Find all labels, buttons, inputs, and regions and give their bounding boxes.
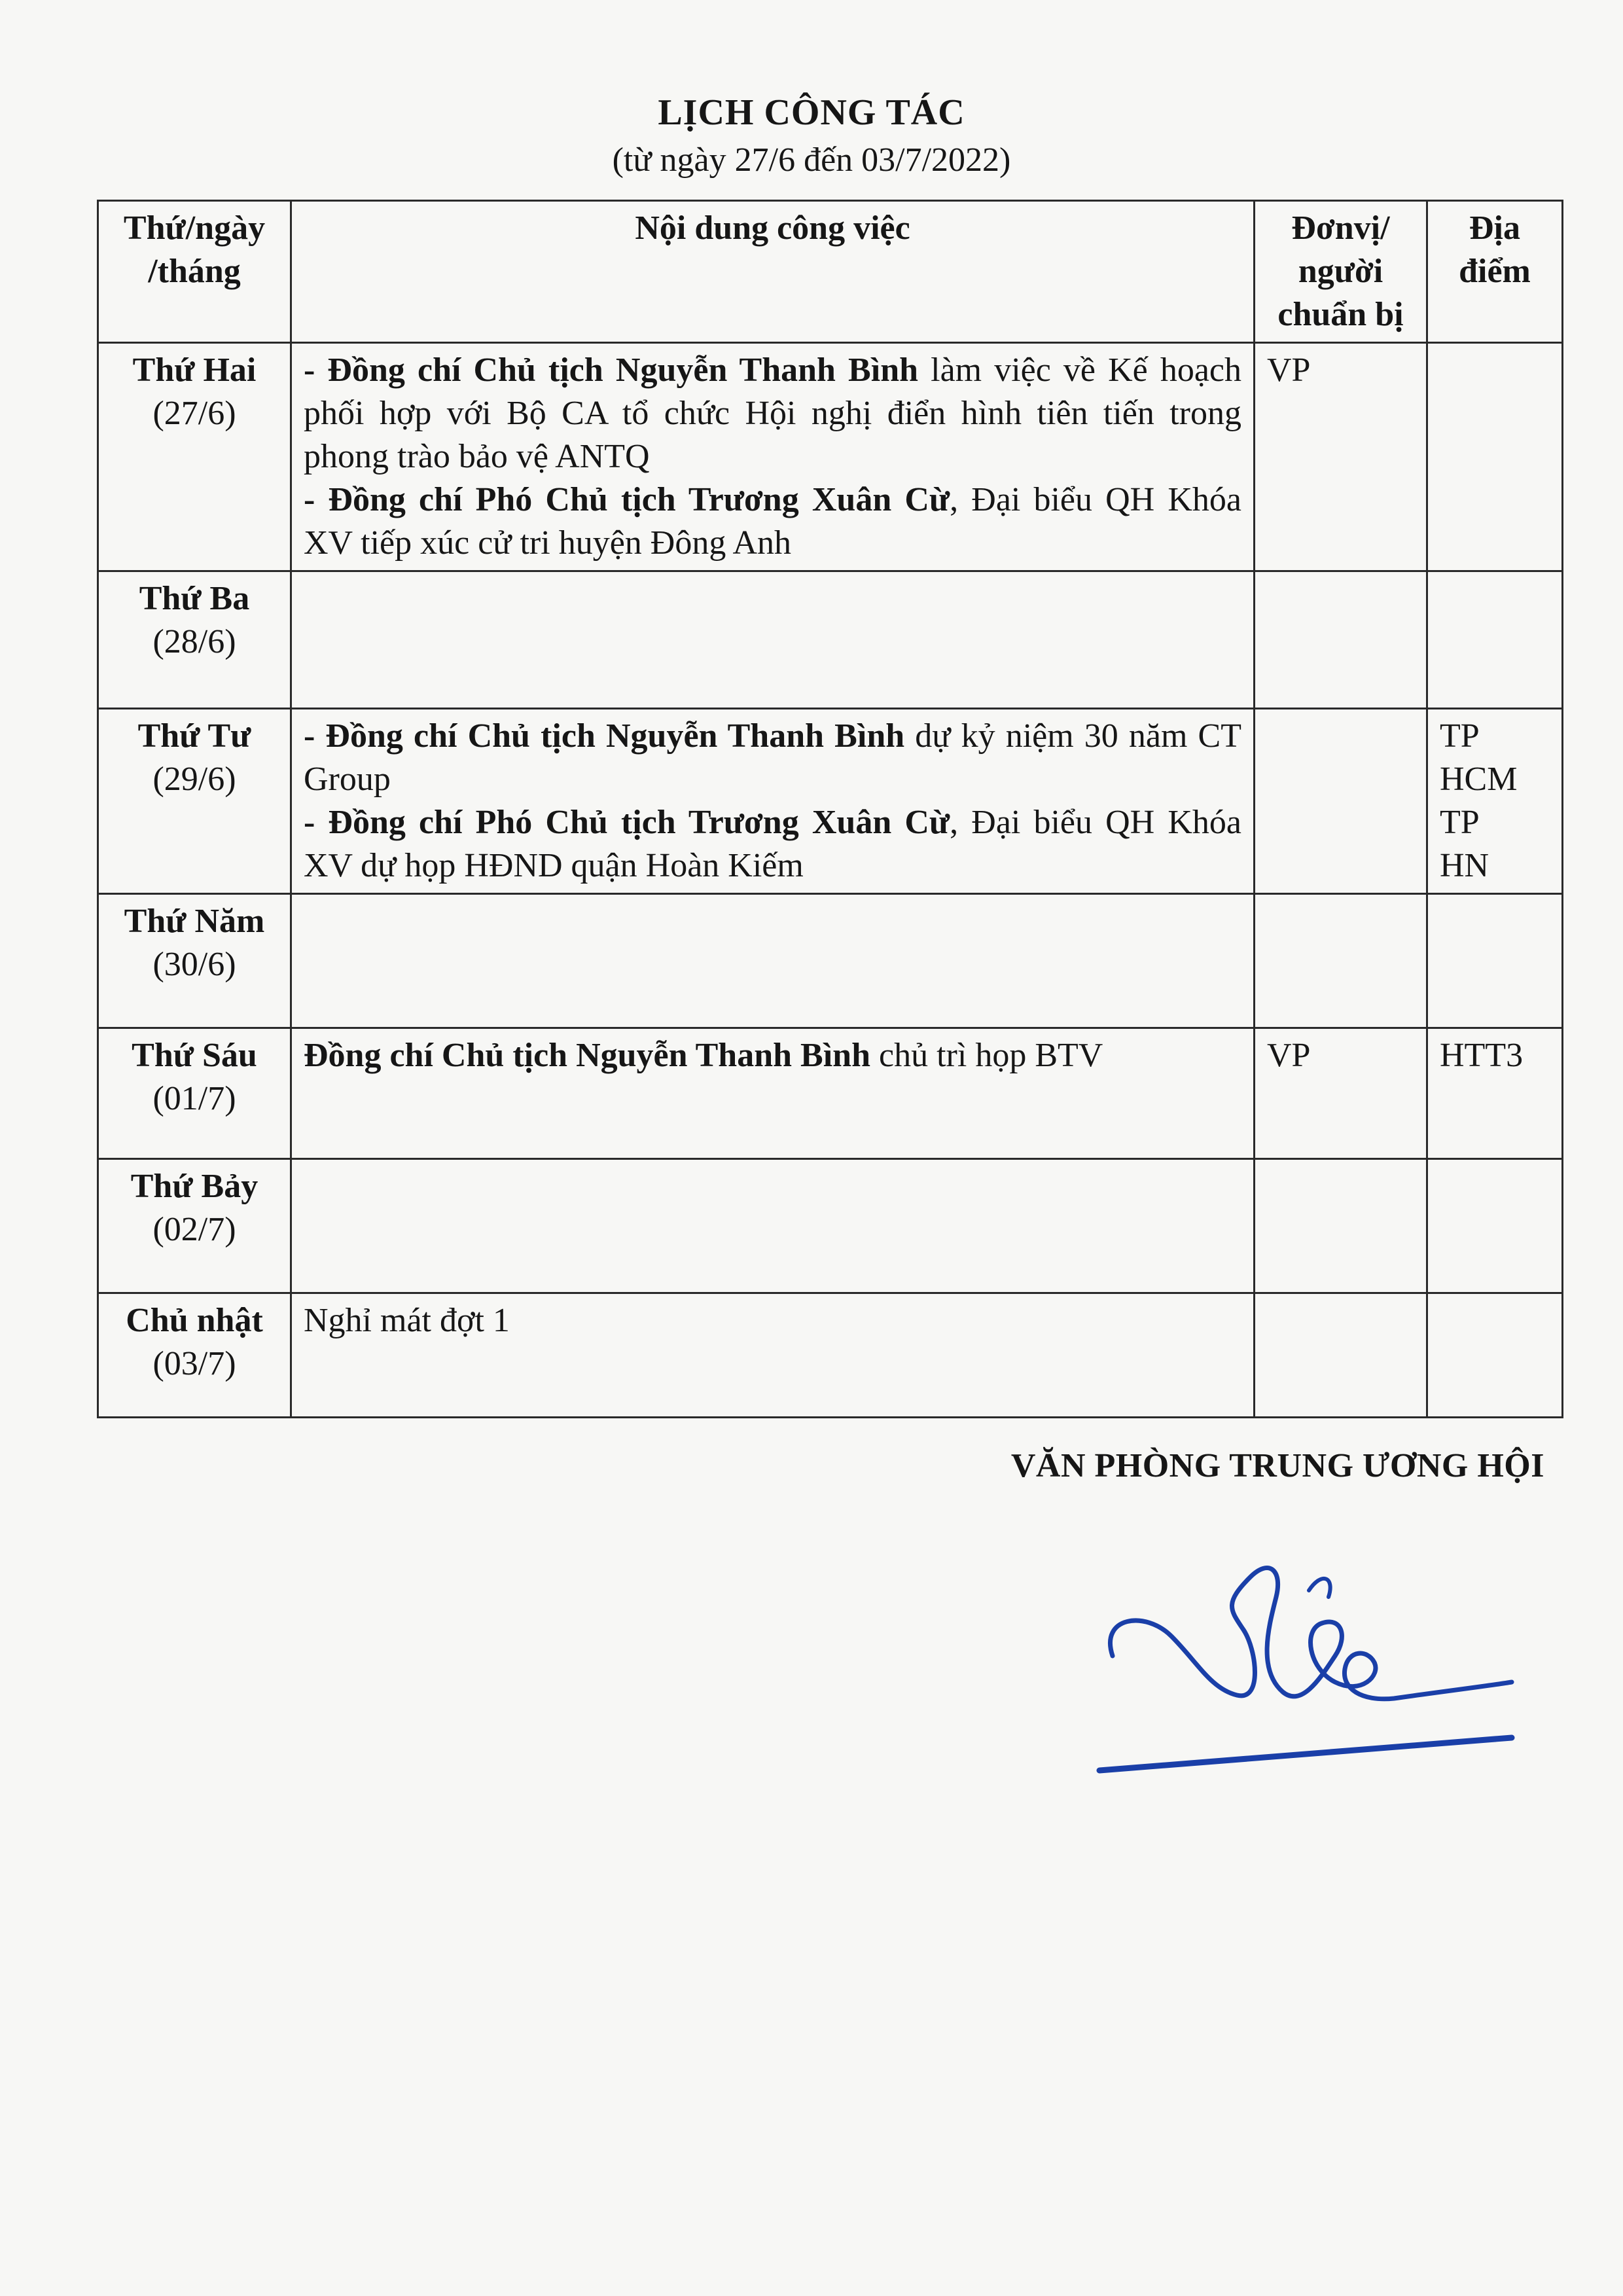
cell-place: [1427, 343, 1563, 571]
task-person: - Đồng chí Chủ tịch Nguyễn Thanh Bình: [304, 717, 905, 755]
cell-content: [291, 343, 1255, 571]
day-name: Chủ nhật: [126, 1302, 263, 1339]
cell-content: [291, 1028, 1255, 1159]
cell-day: [98, 571, 291, 709]
cell-place: [1427, 894, 1563, 1028]
task-text: , Đại biểu QH Khóa XV dự họp HĐND quận Hoàn Kiếm: [304, 804, 1241, 884]
cell-day: [98, 343, 291, 571]
signing-organization: VĂN PHÒNG TRUNG ƯƠNG HỘI: [1010, 1447, 1544, 1484]
place-line: TP: [1440, 717, 1480, 755]
day-date: (29/6): [152, 761, 236, 798]
place-line: TP: [1440, 804, 1480, 841]
place-line: HTT3: [1440, 1037, 1524, 1074]
cell-place: [1427, 1028, 1563, 1159]
task-text: chủ trì họp BTV: [870, 1037, 1103, 1074]
task-item: [304, 478, 1241, 565]
task-text: Nghỉ mát đợt 1: [304, 1302, 510, 1339]
header-day-line2: /tháng: [148, 253, 241, 290]
cell-day: [98, 1293, 291, 1418]
day-date: (28/6): [152, 623, 236, 660]
cell-day: [98, 1159, 291, 1293]
table-row: [98, 894, 1563, 1028]
task-item: [304, 1034, 1241, 1077]
cell-place: [1427, 709, 1563, 894]
header-place-line2: điểm: [1459, 253, 1531, 290]
table-row: [98, 1028, 1563, 1159]
day-name: Thứ Tư: [137, 717, 251, 755]
header-day: [98, 201, 291, 343]
task-item: [304, 801, 1241, 888]
cell-place: [1427, 1159, 1563, 1293]
cell-unit: [1255, 1159, 1427, 1293]
cell-content: [291, 1159, 1255, 1293]
cell-content: [291, 709, 1255, 894]
place-line: HCM: [1440, 761, 1518, 798]
cell-content: [291, 571, 1255, 709]
header-content: Nội dung công việc: [291, 201, 1255, 343]
cell-day: [98, 894, 291, 1028]
table-header-row: [98, 201, 1563, 343]
cell-unit: [1255, 571, 1427, 709]
day-name: Thứ Năm: [124, 903, 265, 940]
schedule-body: [98, 343, 1563, 1418]
task-item: [304, 349, 1241, 478]
table-row: [98, 1293, 1563, 1418]
day-name: Thứ Ba: [139, 580, 250, 617]
task-text: dự kỷ niệm 30 năm CT Group: [304, 717, 1241, 798]
cell-unit: [1255, 894, 1427, 1028]
task-text: làm việc về Kế hoạch phối hợp với Bộ CA tổ chức Hội nghị điển hình tiên tiến trong phong trào bảo vệ ANTQ: [304, 351, 1241, 475]
day-name: Thứ Sáu: [132, 1037, 257, 1074]
day-date: (27/6): [152, 395, 236, 432]
day-name: Thứ Bảy: [130, 1168, 259, 1205]
table-row: [98, 709, 1563, 894]
cell-unit: [1255, 709, 1427, 894]
header-day-line1: Thứ/ngày: [123, 209, 266, 247]
cell-place: [1427, 1293, 1563, 1418]
task-person: - Đồng chí Phó Chủ tịch Trương Xuân Cừ: [304, 481, 950, 518]
task-item: [304, 1299, 1241, 1342]
schedule-table: [97, 200, 1563, 1418]
day-date: (01/7): [152, 1080, 236, 1117]
task-person: - Đồng chí Chủ tịch Nguyễn Thanh Bình: [304, 351, 919, 389]
cell-content: [291, 894, 1255, 1028]
task-person: - Đồng chí Phó Chủ tịch Trương Xuân Cừ: [304, 804, 950, 841]
table-row: [98, 1159, 1563, 1293]
task-text: , Đại biểu QH Khóa XV tiếp xúc cử tri huyện Đông Anh: [304, 481, 1241, 562]
day-name: Thứ Hai: [132, 351, 257, 389]
header-unit-line1: Đơnvị/: [1291, 209, 1390, 247]
place-line: HN: [1440, 847, 1489, 884]
document-title: LỊCH CÔNG TÁC: [658, 92, 965, 133]
header-place: [1427, 201, 1563, 343]
day-date: (03/7): [152, 1345, 236, 1382]
header-unit-line3: chuẩn bị: [1277, 296, 1404, 333]
cell-unit: VP: [1255, 343, 1427, 571]
cell-unit: VP: [1255, 1028, 1427, 1159]
cell-content: [291, 1293, 1255, 1418]
header-unit: [1255, 201, 1427, 343]
table-row: [98, 571, 1563, 709]
header-unit-line2: người: [1298, 253, 1383, 290]
table-row: [98, 343, 1563, 571]
cell-unit: [1255, 1293, 1427, 1418]
task-person: Đồng chí Chủ tịch Nguyễn Thanh Bình: [304, 1037, 871, 1074]
task-item: [304, 715, 1241, 801]
cell-day: [98, 709, 291, 894]
cell-day: [98, 1028, 291, 1159]
header-place-line1: Địa: [1469, 209, 1520, 247]
document-subtitle: (từ ngày 27/6 đến 03/7/2022): [612, 141, 1011, 179]
cell-place: [1427, 571, 1563, 709]
day-date: (02/7): [152, 1211, 236, 1248]
day-date: (30/6): [152, 946, 236, 983]
handwritten-signature: [1086, 1518, 1531, 1793]
